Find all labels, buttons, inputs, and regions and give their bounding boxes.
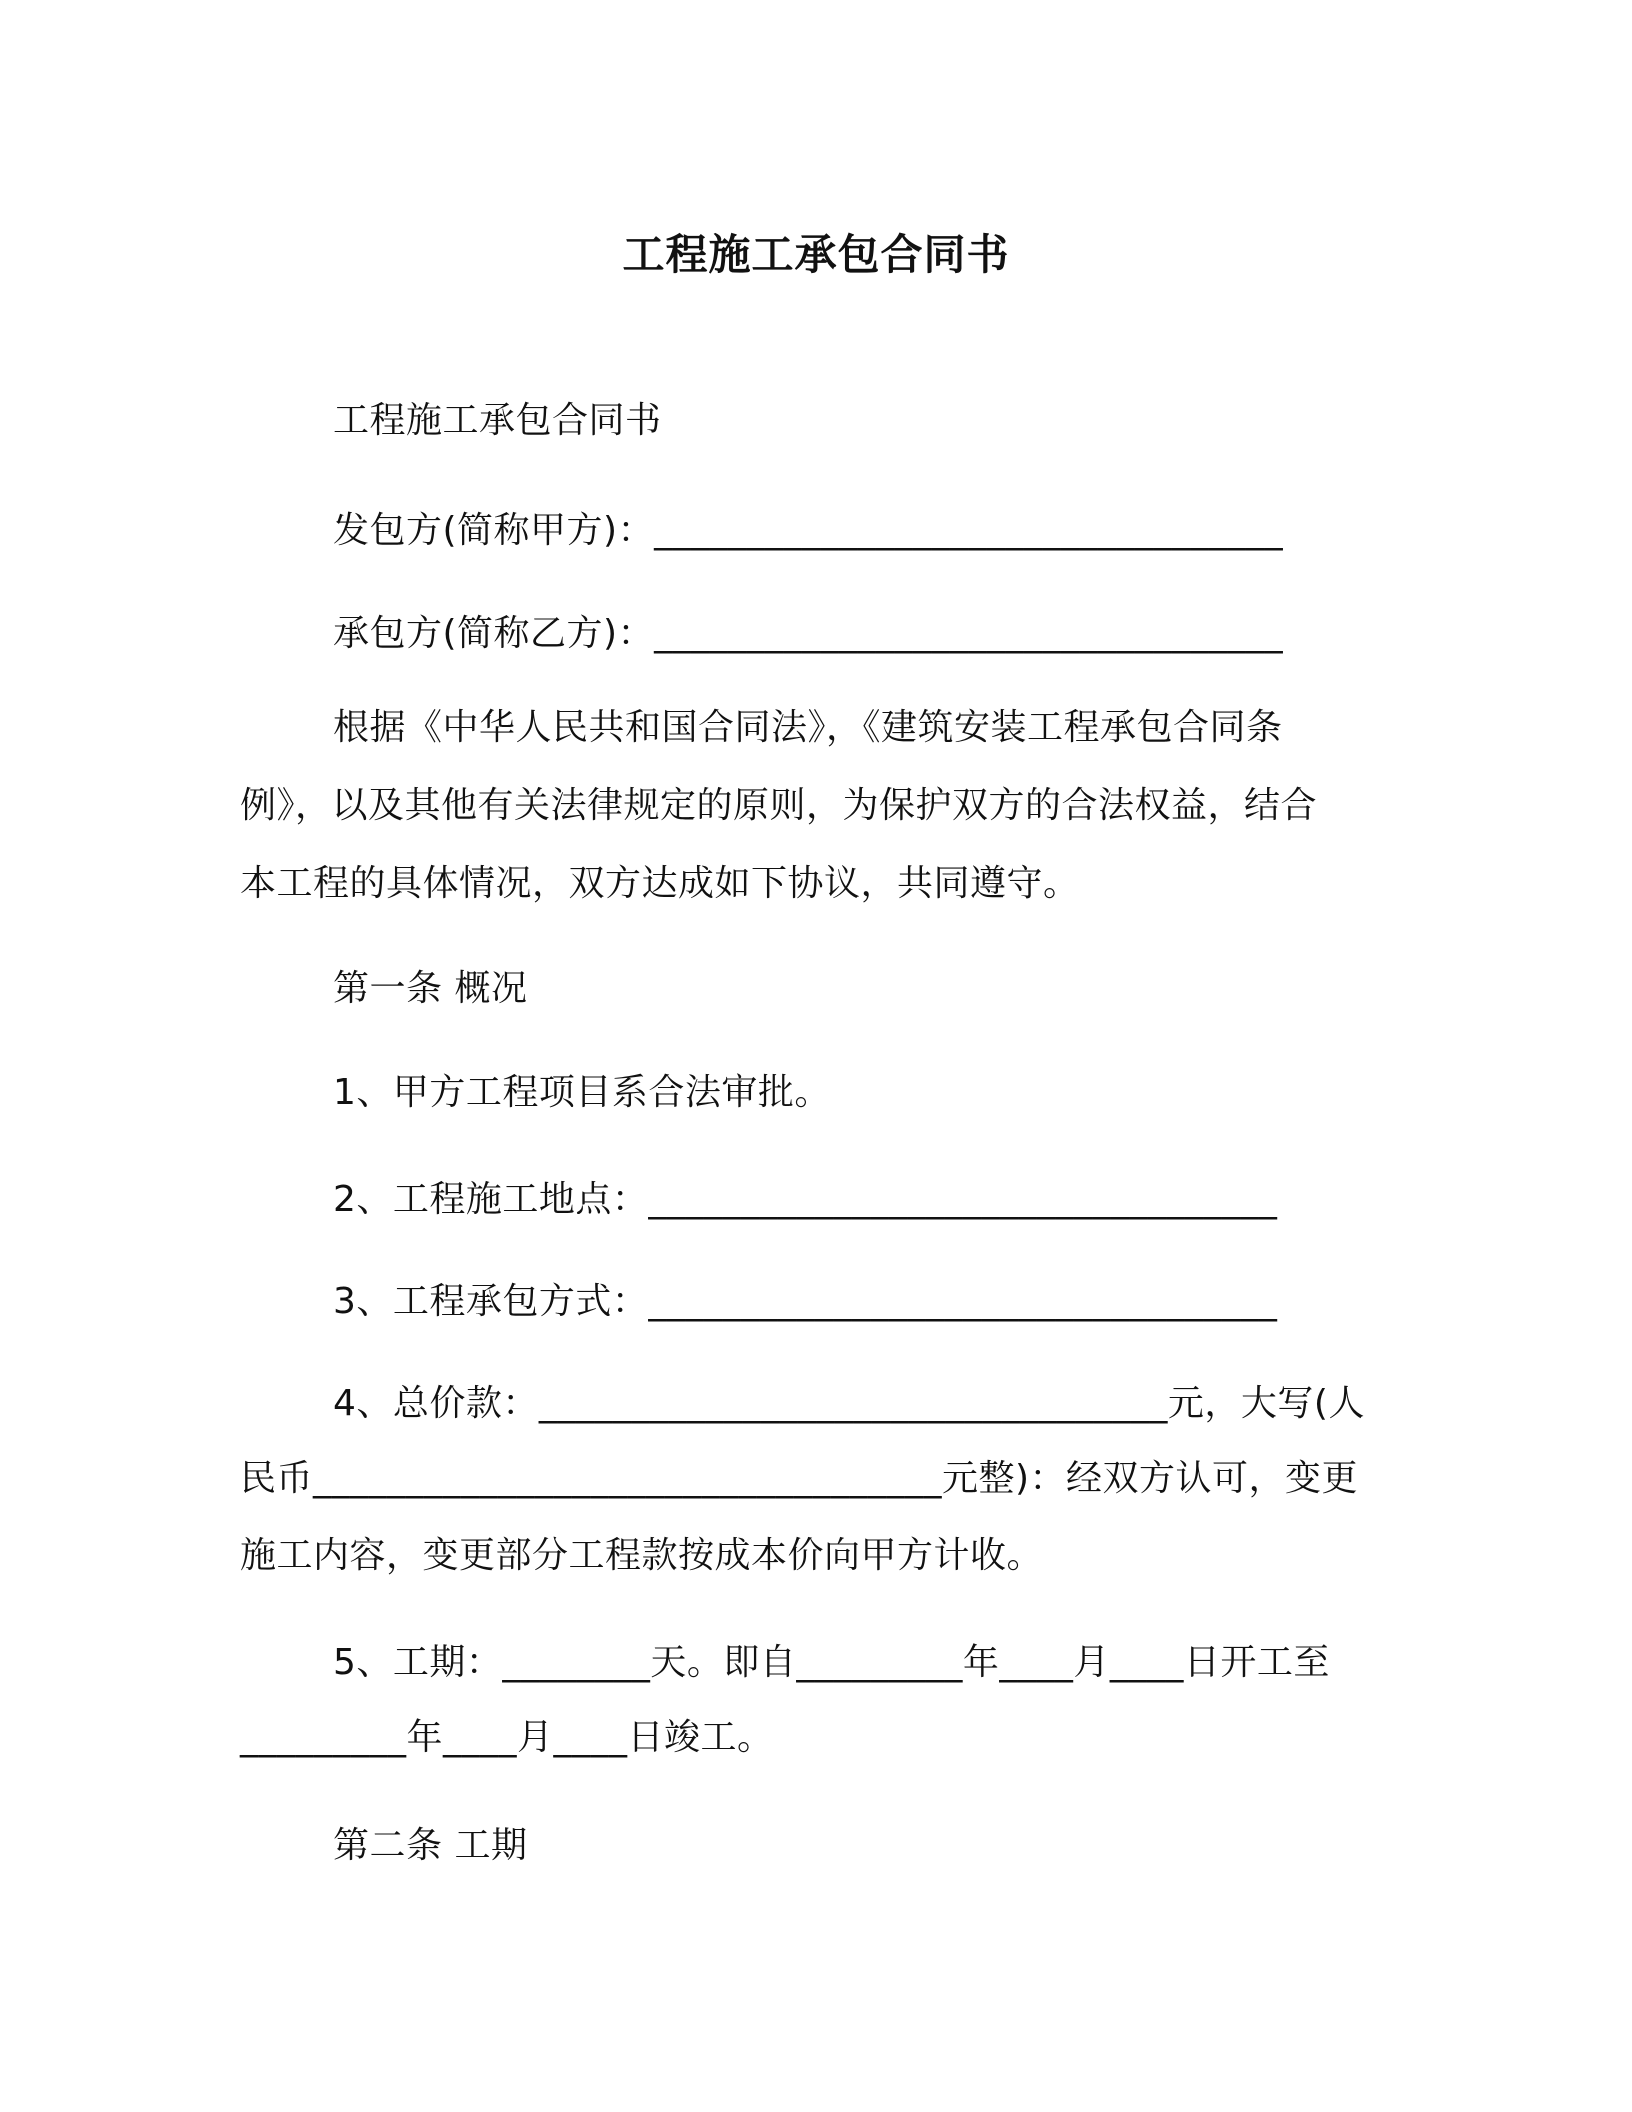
clause-3-line: 3、工程承包方式：__________________________________ <box>333 1281 1278 1322</box>
clause-4-line-3: 施工内容，变更部分工程款按成本价向甲方计收。 <box>240 1535 1044 1576</box>
subtitle-line: 工程施工承包合同书 <box>333 400 662 441</box>
preamble-line-2: 例》，以及其他有关法律规定的原则，为保护双方的合法权益，结合 <box>240 785 1318 826</box>
preamble-line-3: 本工程的具体情况，双方达成如下协议，共同遵守。 <box>240 863 1080 904</box>
clause-4-line-1: 4、总价款：__________________________________元，大写(人 <box>333 1383 1365 1424</box>
clause-4-line-2: 民币__________________________________元整)：经双方认可，变更 <box>240 1458 1359 1499</box>
article-1-heading: 第一条 概况 <box>333 968 528 1009</box>
article-2-heading: 第二条 工期 <box>333 1825 528 1866</box>
clause-5-line-2: _________年____月____日竣工。 <box>240 1717 774 1758</box>
clause-2-line: 2、工程施工地点：__________________________________ <box>333 1179 1278 1220</box>
document-title: 工程施工承包合同书 <box>622 230 1010 279</box>
clause-1-line: 1、甲方工程项目系合法审批。 <box>333 1072 831 1113</box>
party-b-line: 承包方(简称乙方)：__________________________________ <box>333 613 1284 654</box>
clause-5-line-1: 5、工期：________天。即自_________年____月____日开工至 <box>333 1642 1330 1683</box>
preamble-line-1: 根据《中华人民共和国合同法》，《建筑安装工程承包合同条 <box>333 707 1283 748</box>
party-a-line: 发包方(简称甲方)：__________________________________ <box>333 510 1284 551</box>
